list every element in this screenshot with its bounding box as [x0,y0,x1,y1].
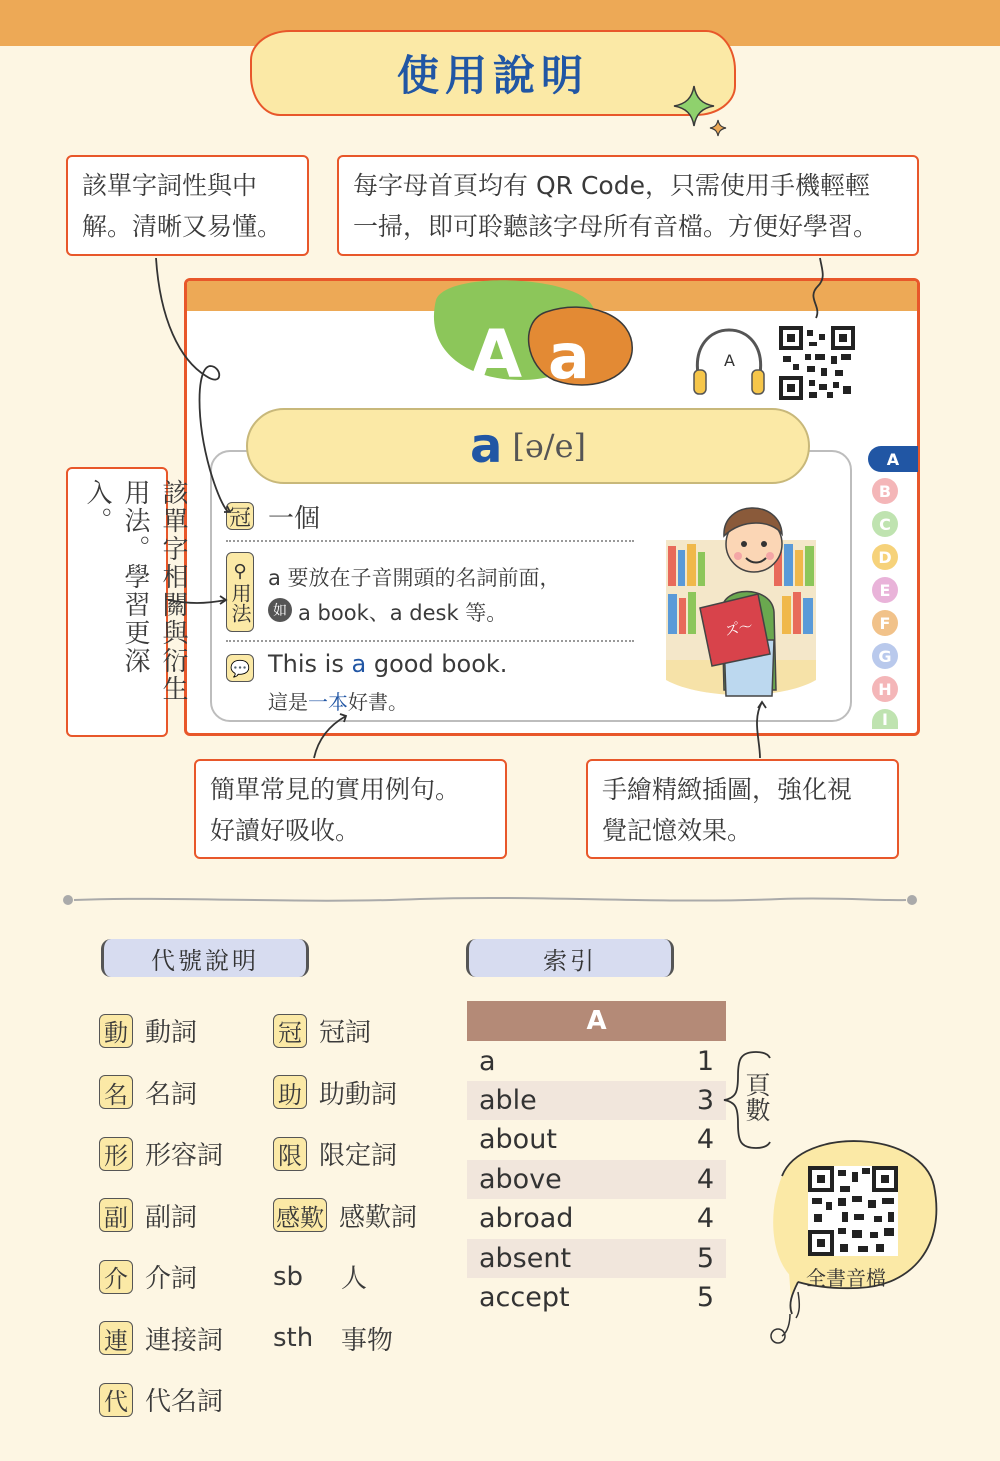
page-note-label: 頁數 [742,1072,771,1122]
search-icon: ⚲ [233,561,247,582]
code-item [273,1062,417,1124]
code-item [273,1308,417,1370]
full-audio-label: 全書音檔 [806,1266,886,1290]
code-tag: 名 [99,1075,133,1109]
code-label: 動詞 [145,1018,198,1049]
code-item [99,1246,223,1308]
code-item [273,1000,417,1062]
code-item [99,1369,223,1431]
callout-pos-line2: 解。清晰又易懂。 [82,212,283,241]
index-row[interactable] [467,1160,726,1199]
example-post: good book. [366,650,508,678]
index-word: above [479,1164,562,1195]
code-tag: 副 [99,1198,133,1232]
index-row[interactable] [467,1278,726,1317]
code-tag: 限 [273,1137,307,1171]
code-item [273,1123,417,1185]
callout-pos-line1: 該單字詞性與中 [82,171,258,200]
index-word: abroad [479,1203,574,1234]
index-page: 5 [696,1243,714,1274]
code-tag: 介 [99,1260,133,1294]
letter-tab-label: D [878,547,892,567]
code-label: 冠詞 [319,1018,372,1049]
index-row[interactable] [467,1199,726,1238]
example-badge: 如 [268,598,292,622]
code-abbr: sb [273,1261,304,1292]
code-label: 代名詞 [145,1387,224,1418]
code-item [99,1000,223,1062]
index-word: accept [479,1282,570,1313]
letter-tab-label: C [879,514,891,534]
code-item [99,1308,223,1370]
callout-illustration-line1: 手繪精緻插圖，強化視 [602,775,853,804]
index-page: 4 [696,1124,714,1155]
index-letter-header: A [467,1001,726,1041]
code-label: 連接詞 [145,1325,224,1356]
letter-tab-label: H [878,679,892,699]
callout-usage-line1: 該單字相關與衍生用 [120,479,188,703]
letter-tab-label: G [878,646,892,666]
code-label: 形容詞 [145,1141,224,1172]
codes-left-column [99,1000,223,1431]
headword: a [469,418,503,474]
section-divider [60,890,920,910]
code-item [99,1185,223,1247]
example-pre: This is [268,650,352,678]
code-label: 副詞 [145,1202,198,1233]
callout-illustration-line2: 覺記憶效果。 [602,816,753,845]
usage-tag-label: 用法 [228,583,252,623]
meaning: 一個 [268,504,321,534]
index-word: about [479,1124,557,1155]
code-tag: 代 [99,1383,133,1417]
callout-qr-line2: 一掃，即可聆聽該字母所有音檔。方便好學習。 [353,212,879,241]
index-row[interactable] [467,1239,726,1278]
index-word: able [479,1085,537,1116]
index-page: 4 [696,1203,714,1234]
translation-post: 好書。 [348,690,408,714]
index-row[interactable] [467,1120,726,1159]
ipa: [ə/e] [512,427,586,465]
usage-line1: a 要放在子音開頭的名詞前面， [268,566,561,590]
letter-tab-label: F [879,613,891,633]
code-label: 介詞 [145,1264,198,1295]
index-page: 1 [696,1046,714,1077]
code-tag: 動 [99,1014,133,1048]
full-audio-qr-icon[interactable] [808,1166,898,1256]
index-header: 索引 [466,939,674,977]
code-tag: 助 [273,1075,307,1109]
code-item [99,1123,223,1185]
callout-qr-line1: 每字母首頁均有 QR Code，只需使用手機輕輕 [353,171,870,200]
code-label: 事物 [341,1325,394,1356]
letter-lower: a [548,320,590,393]
book-cover-text: ス゚〜 [723,618,755,640]
index-page: 5 [696,1282,714,1313]
page-title: 使用說明 [396,51,589,100]
letter-upper: A [471,316,523,393]
translation-highlight: 一本 [308,690,348,714]
index-word: absent [479,1243,572,1274]
code-label: 助動詞 [319,1079,398,1110]
callout-usage-line2: 法。學習更深入。 [82,479,150,675]
index-page: 3 [696,1085,714,1116]
code-item [99,1062,223,1124]
audio-letter: A [724,351,735,370]
letter-tab-label: B [878,481,892,501]
index-row[interactable] [467,1042,726,1081]
code-tag: 形 [99,1137,133,1171]
usage-line2: a book、a desk 等。 [298,601,508,625]
code-label: 人 [341,1264,368,1295]
index-word: a [479,1046,496,1077]
callout-example-line2: 好讀好吸收。 [210,816,361,845]
speech-bubble-icon: 💬 [226,654,254,682]
index-row[interactable] [467,1081,726,1120]
code-item [273,1246,417,1308]
codes-right-column [273,1000,417,1369]
pos-tag: 冠 [226,502,254,530]
translation-pre: 這是 [268,690,308,714]
code-tag: 感歎 [273,1198,327,1232]
code-tag: 冠 [273,1014,307,1048]
code-label: 限定詞 [319,1141,398,1172]
code-label: 感歎詞 [339,1202,418,1233]
letter-tab-label: A [886,449,900,469]
code-abbr: sth [273,1323,314,1354]
letter-tab-label: E [879,580,891,600]
code-label: 名詞 [145,1079,198,1110]
letter-tab-label: I [882,709,888,729]
code-tag: 連 [99,1321,133,1355]
code-item [273,1185,417,1247]
callout-example-line1: 簡單常見的實用例句。 [210,775,461,804]
example-highlight: a [351,650,367,678]
codes-header: 代號說明 [101,939,309,977]
index-page: 4 [696,1164,714,1195]
